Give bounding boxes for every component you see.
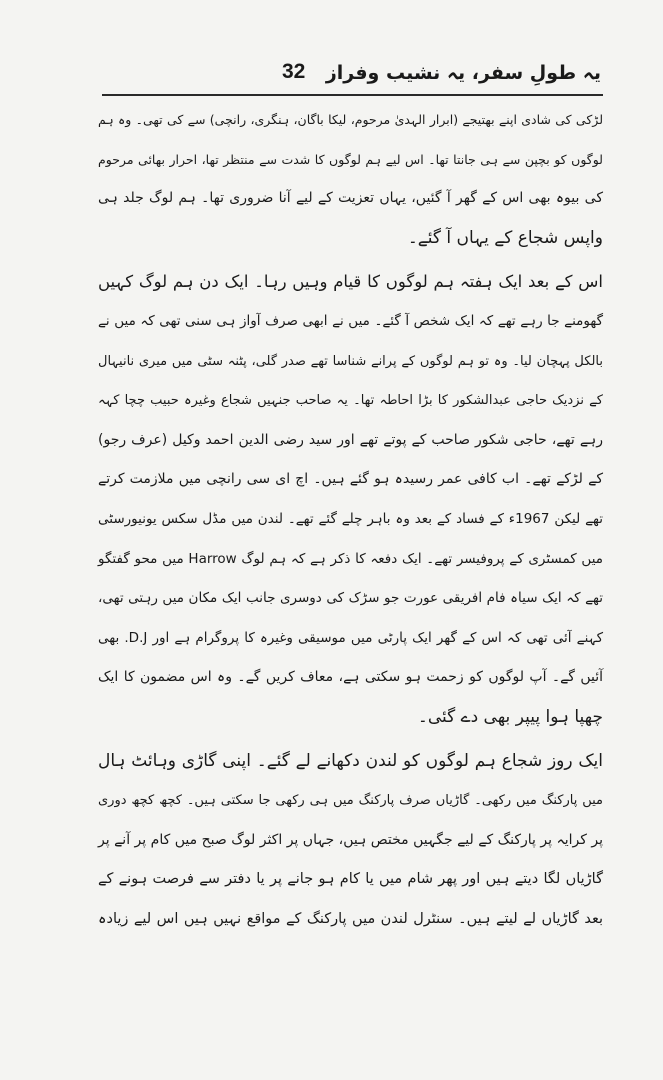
text-line: لڑکی کی شادی اپنے بھتیجے (ابرار الہدیٰ مرحوم، لیکا باگان، ہنگری، رانچی) سے کی تھی۔ وہ ہم bbox=[98, 112, 603, 127]
header-divider bbox=[102, 94, 603, 96]
paragraph-2 bbox=[98, 262, 603, 737]
text-line: پر کرایہ پر پارکنگ کے لیے جگہیں مختص ہیں، جہاں پر اکثر لوگ صبح میں کام پر آنے پر bbox=[98, 831, 603, 848]
text-line: بالکل پہچان لیا۔ وہ تو ہم لوگوں کے پرانے شناسا تھے صدر گلی، پٹنہ سٹی میں میری نانیہال bbox=[98, 353, 603, 369]
text-line: میں کمسٹری کے پروفیسر تھے۔ ایک دفعہ کا ذکر ہے کہ ہم لوگ Harrow میں محو گفتگو bbox=[98, 550, 603, 567]
text-line: ایک روز شجاع ہم لوگوں کو لندن دکھانے لے گئے۔ اپنی گاڑی وہائٹ ہال bbox=[98, 750, 603, 771]
text-line: کہنے آئی تھی کہ اس کے گھر ایک پارٹی میں موسیقی وغیرہ کا پروگرام ہے اور D.J. بھی bbox=[98, 629, 603, 646]
text-line: تھے کہ ایک سیاہ فام افریقی عورت جو سڑک کی دوسری جانب ایک مکان میں رہتی تھی، bbox=[98, 590, 603, 607]
paragraph-3 bbox=[98, 742, 603, 940]
body-text bbox=[98, 100, 603, 939]
text-line: بعد گاڑیاں لے لیتے ہیں۔ سنٹرل لندن میں پارکنگ کے مواقع نہیں ہیں اس لیے زیادہ bbox=[98, 910, 603, 927]
text-line: گھومنے جا رہے تھے کہ ایک شخص آ گئے۔ میں نے ابھی صرف آواز ہی سنی تھی کہ میں نے bbox=[98, 312, 603, 329]
running-title: یہ طولِ سفر، یہ نشیب وفراز bbox=[325, 62, 601, 84]
page-number: 32 bbox=[282, 60, 306, 83]
text-line: آئیں گے۔ آپ لوگوں کو زحمت ہو سکتی ہے، معاف کریں گے۔ وہ اس مضمون کا ایک bbox=[98, 669, 603, 686]
text-line: واپس شجاع کے یہاں آ گئے۔ bbox=[407, 227, 603, 248]
text-line: گاڑیاں لگا دیتے ہیں اور پھر شام میں یا کام ہو جانے پر یا دفتر سے فرصت ہونے کے bbox=[98, 871, 603, 888]
text-line: کی بیوہ بھی اس کے گھر آ گئیں، یہاں تعزیت کے لیے آنا ضروری تھا۔ ہم لوگ جلد ہی bbox=[98, 190, 603, 207]
text-line: چھپا ہوا پیپر بھی دے گئی۔ bbox=[417, 706, 603, 727]
text-line: رہے تھے، حاجی شکور صاحب کے پوتے تھے اور سید رضی الدین احمد وکیل (عرف رجو) bbox=[98, 431, 603, 448]
text-line: لوگوں کو بچپن سے ہی جانتا تھا۔ اس لیے ہم لوگوں کا شدت سے منتظر تھا، احرار بھائی مرحوم bbox=[98, 151, 603, 167]
text-line: کے نزدیک حاجی عبدالشکور کا بڑا احاطہ تھا۔ یہ صاحب جنہیں شجاع وغیرہ حبیب چچا کہہ bbox=[98, 393, 603, 409]
text-line: میں پارکنگ میں رکھی۔ گاڑیاں صرف پارکنگ میں ہی رکھی جا سکتی ہیں۔ کچھ کچھ دوری bbox=[98, 793, 603, 809]
paragraph-1 bbox=[98, 100, 603, 258]
text-line: تھے لیکن 1967ء کے فساد کے بعد وہ باہر چلے گئے تھے۔ لندن میں مڈل سکس یونیورسٹی bbox=[98, 510, 603, 527]
text-line: اس کے بعد ایک ہفتہ ہم لوگوں کا قیام وہیں رہا۔ ایک دن ہم لوگ کہیں bbox=[98, 272, 603, 292]
text-line: کے لڑکے تھے۔ اب کافی عمر رسیدہ ہو گئے ہیں۔ اچ ای سی رانچی میں ملازمت کرتے bbox=[98, 471, 603, 488]
